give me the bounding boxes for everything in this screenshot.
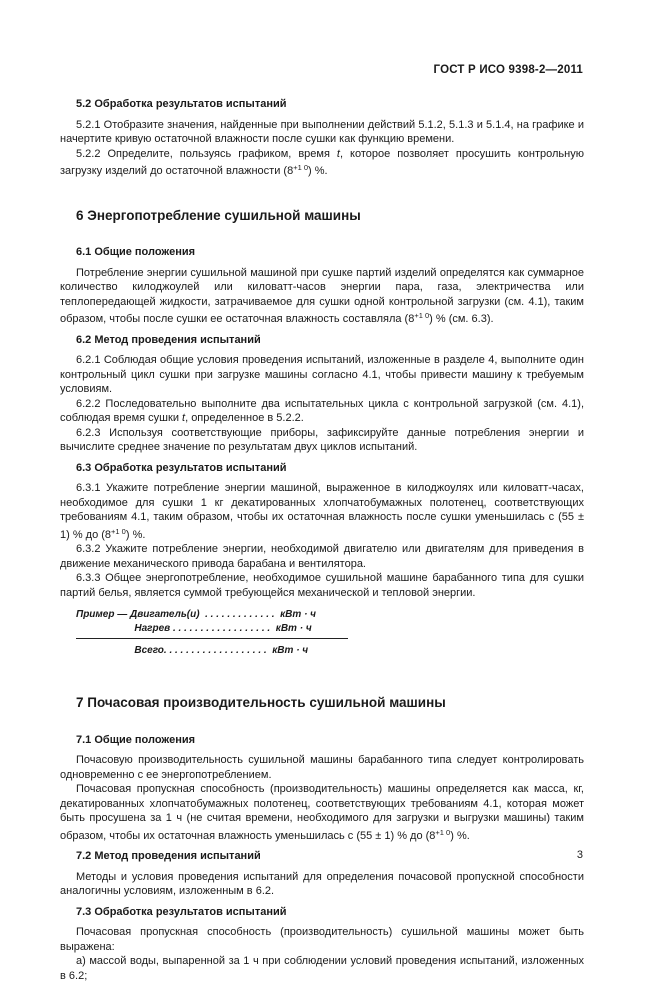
paragraph-5-2-1: 5.2.1 Отобразите значения, найденные при выполнении действий 5.1.2, 5.1.3 и 5.1.4, на графике и начертите кривую остаточной влажности после сушки как функцию времени. (60, 118, 584, 145)
paragraph-7-1-a: Почасовую производительность сушильной машины барабанного типа следует контролировать одновременно с ее энергопотреблением. (60, 754, 584, 781)
paragraph-6-2-1: 6.2.1 Соблюдая общие условия проведения испытаний, изложенные в разделе 4, выполните один контрольный цикл сушки при загрузке машины согласно 4.1, чтобы привести машину к требуемым условиям. (60, 354, 584, 395)
heading-6-3: 6.3 Обработка результатов испытаний (76, 461, 287, 474)
heading-section-6: 6 Энергопотребление сушильной машины (76, 207, 361, 223)
heading-section-7: 7 Почасовая производительность сушильной машины (76, 695, 446, 710)
document-body (60, 91, 584, 987)
heading-7-2: 7.2 Метод проведения испытаний (76, 850, 261, 862)
paragraph-7-2: Методы и условия проведения испытаний для определения почасовой пропускной способности аналогичны условиям, изложенным в 6.2. (60, 870, 584, 897)
fraction-tolerance: +1 0 (293, 163, 309, 172)
paragraph-6-3-3: 6.3.3 Общее энергопотребление, необходимое сушильной машине барабанного типа для сушки партий белья, является суммой требующейся механической и тепловой энергии. (60, 572, 584, 599)
paragraph-6-1: Потребление энергии сушильной машиной при сушке партий изделий определятся как суммарное количество килоджоулей или киловатт-часов энергии пара, газа, электричества или теплопередающей жидкости, затрачиваемое для сушки одной контрольной загрузки (см. 4.1), таким образом, чтобы после сушки ее остаточная влажность составляла $(8^{+1 0})$ % (см. 6.3). (60, 266, 584, 325)
paragraph-7-1-b: Почасовая пропускная способность (производительность) машины определяется как масса, кг, декатированных хлопчатобумажных полотенец, соответствующих требованиям 4.1, которая может быть просушена за 1 ч (не считая времени, необходимого для загрузки и выгрузки машины) таким образом, чтобы их остаточная влажность уменьшилась с (55 ± 1) % до $(8^{+1 0})$ %. (60, 783, 584, 842)
fraction-tolerance: +1 0 (111, 526, 126, 536)
paragraph-6-2-3: 6.2.3 Используя соответствующие приборы, зафиксируйте данные потребления энергии и вычислите среднее значение по результатам двух циклов испытаний. (60, 426, 584, 453)
standard-id: ГОСТ Р ИСО 9398-2—2011 (433, 64, 583, 76)
heading-6-1: 6.1 Общие положения (76, 246, 196, 258)
example-row-motor: Пример — Двигатель(и) . . . . . . . . . . . . . кВт · ч (76, 609, 317, 620)
heading-6-2: 6.2 Метод проведения испытаний (76, 333, 261, 346)
paragraph-6-3-2: 6.3.2 Укажите потребление энергии, необходимой двигателю или двигателям для приведения в движение механического привода барабана и вентилятора. (60, 543, 584, 570)
paragraph-7-3: Почасовая пропускная способность (производительность) сушильной машины может быть выражена: (60, 926, 584, 953)
paragraph-6-2-2: 6.2.2 Последовательно выполните два испытательных цикла с контрольной загрузкой (см. 4.1), соблюдая время сушки t, определенное в 5.2.2. (60, 397, 584, 424)
paragraph-7-3-a: а) массой воды, выпаренной за 1 ч при соблюдении условий проведения испытаний, изложенных в 6.2; (60, 955, 584, 982)
example-block (60, 608, 584, 666)
paragraph-6-3-1: 6.3.1 Укажите потребление энергии машиной, выраженное в килоджоулях или киловатт-часах, необходимое для сушки 1 кг декатированных хлопчатобумажных полотенец, соответствующих требованиям 4.1, таким образом, чтобы их остаточная влажность после сушки уменьшилась с (55 ± 1) % до $(8^{+1 0})$ %. (60, 482, 584, 541)
heading-5-2: 5.2 Обработка результатов испытаний (76, 98, 287, 110)
page-number: 3 (576, 849, 583, 861)
heading-7-3: 7.3 Обработка результатов испытаний (76, 905, 287, 918)
paragraph-5-2-2: 5.2.2 Определите, пользуясь графиком, время t, которое позволяет просушить контрольную загрузку изделий до остаточной влажности $(8^{+1 0})$ %. (60, 147, 584, 177)
example-divider (76, 638, 348, 639)
fraction-tolerance: +1 0 (414, 311, 430, 320)
example-row-total: Всего. . . . . . . . . . . . . . . . . . . кВт · ч (76, 645, 309, 656)
fraction-tolerance: +1 0 (435, 827, 451, 837)
example-row-heating: Нагрев . . . . . . . . . . . . . . . . . . кВт · ч (76, 623, 312, 634)
heading-7-1: 7.1 Общие положения (76, 733, 196, 746)
